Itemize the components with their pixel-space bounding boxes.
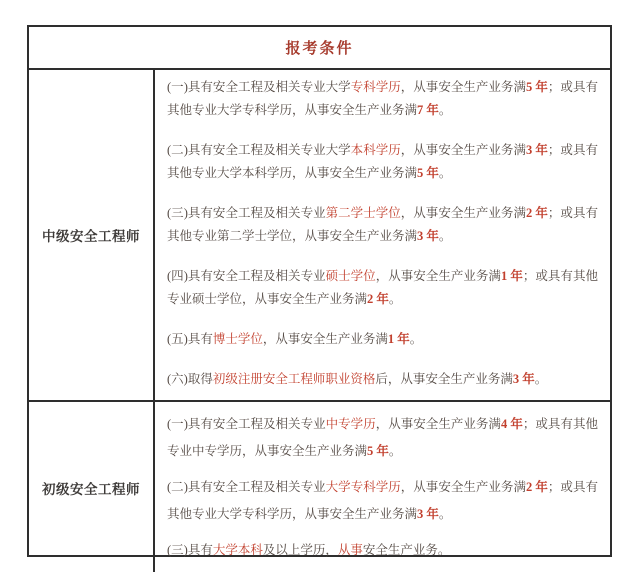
condition-highlight: 大学专科学历 [325, 480, 401, 494]
level-label-cell [29, 70, 155, 400]
conditions-cell [155, 70, 610, 400]
condition-text: 。 [409, 332, 423, 346]
condition-highlight: 第二学士学位 [325, 206, 401, 220]
level-label-cell [29, 402, 155, 572]
condition-text: ，从事安全生产业务满 [400, 80, 526, 94]
condition-text: (二)具有安全工程及相关专业大学 [167, 143, 351, 157]
condition-item [167, 76, 598, 122]
condition-text: 。 [438, 229, 452, 243]
condition-highlight: 2 年 [525, 206, 548, 220]
condition-text: ，从事安全生产业务满 [375, 417, 501, 431]
condition-text: 后，从事安全生产业务满 [375, 372, 513, 386]
condition-highlight: 5 年 [525, 80, 548, 94]
condition-highlight: 3 年 [417, 507, 439, 521]
table-row [29, 402, 610, 572]
condition-item [167, 411, 598, 465]
condition-text: ；或具有其他专业大学专科学历，从事安全生产业务满 [167, 80, 598, 117]
conditions-cell [155, 402, 610, 572]
condition-highlight: 硕士学位 [325, 269, 376, 283]
condition-text: ；或具有其他专业中专学历，从事安全生产业务满 [167, 417, 598, 458]
condition-text: ，从事安全生产业务满 [400, 206, 526, 220]
condition-text: ，从事安全生产业务满 [262, 332, 388, 346]
condition-text: (二)具有安全工程及相关专业 [167, 480, 326, 494]
level-label: 初级安全工程师 [42, 481, 140, 497]
condition-highlight: 5 年 [417, 166, 439, 180]
condition-text: 安全生产业务。 [362, 543, 451, 557]
condition-text: (六)取得 [167, 372, 213, 386]
condition-item [167, 202, 598, 248]
condition-text: (四)具有安全工程及相关专业 [167, 269, 326, 283]
condition-text: 。 [388, 292, 402, 306]
condition-text: 及以上学历， [262, 543, 338, 557]
condition-highlight: 3 年 [417, 229, 439, 243]
condition-text: (一)具有安全工程及相关专业 [167, 417, 326, 431]
table-title: 报考条件 [29, 27, 610, 70]
condition-item [167, 474, 598, 528]
condition-text: 。 [438, 103, 452, 117]
condition-text: ；或具有其他专业硕士学位，从事安全生产业务满 [167, 269, 598, 306]
condition-text: (五)具有 [167, 332, 213, 346]
condition-text: ，从事安全生产业务满 [375, 269, 501, 283]
condition-highlight: 1 年 [387, 332, 410, 346]
condition-text: ，从事安全生产业务满 [400, 480, 526, 494]
condition-text: (三)具有 [167, 543, 213, 557]
registration-conditions-table [27, 25, 612, 557]
condition-text: ；或具有其他专业大学专科学历，从事安全生产业务满 [167, 480, 598, 521]
condition-highlight: 1 年 [500, 269, 523, 283]
condition-highlight: 3 年 [512, 372, 535, 386]
condition-highlight: 大学本科 [212, 543, 263, 557]
condition-highlight: 4 年 [500, 417, 523, 431]
condition-highlight: 5 年 [367, 444, 389, 458]
condition-highlight: 本科学历 [350, 143, 401, 157]
condition-item [167, 537, 598, 564]
condition-text: 。 [388, 444, 402, 458]
table-row [29, 70, 610, 402]
table-body [29, 70, 610, 572]
condition-text: 。 [534, 372, 548, 386]
condition-highlight: 3 年 [525, 143, 548, 157]
condition-text: 。 [438, 507, 452, 521]
condition-highlight: 2 年 [525, 480, 548, 494]
condition-highlight: 7 年 [417, 103, 439, 117]
condition-item [167, 368, 598, 391]
condition-highlight: 初级注册安全工程师职业资格 [212, 372, 376, 386]
condition-item [167, 139, 598, 185]
condition-text: ；或具有其他专业第二学士学位，从事安全生产业务满 [167, 206, 598, 243]
condition-text: 。 [438, 166, 452, 180]
level-label: 中级安全工程师 [42, 229, 140, 244]
condition-highlight: 从事 [337, 543, 363, 557]
condition-highlight: 专科学历 [350, 80, 401, 94]
condition-text: (一)具有安全工程及相关专业大学 [167, 80, 351, 94]
condition-highlight: 2 年 [367, 292, 389, 306]
condition-text: ，从事安全生产业务满 [400, 143, 526, 157]
condition-highlight: 中专学历 [325, 417, 376, 431]
condition-text: (三)具有安全工程及相关专业 [167, 206, 326, 220]
condition-item [167, 328, 598, 351]
condition-text: ；或具有其他专业大学本科学历，从事安全生产业务满 [167, 143, 598, 180]
condition-highlight: 博士学位 [212, 332, 263, 346]
condition-item [167, 265, 598, 311]
